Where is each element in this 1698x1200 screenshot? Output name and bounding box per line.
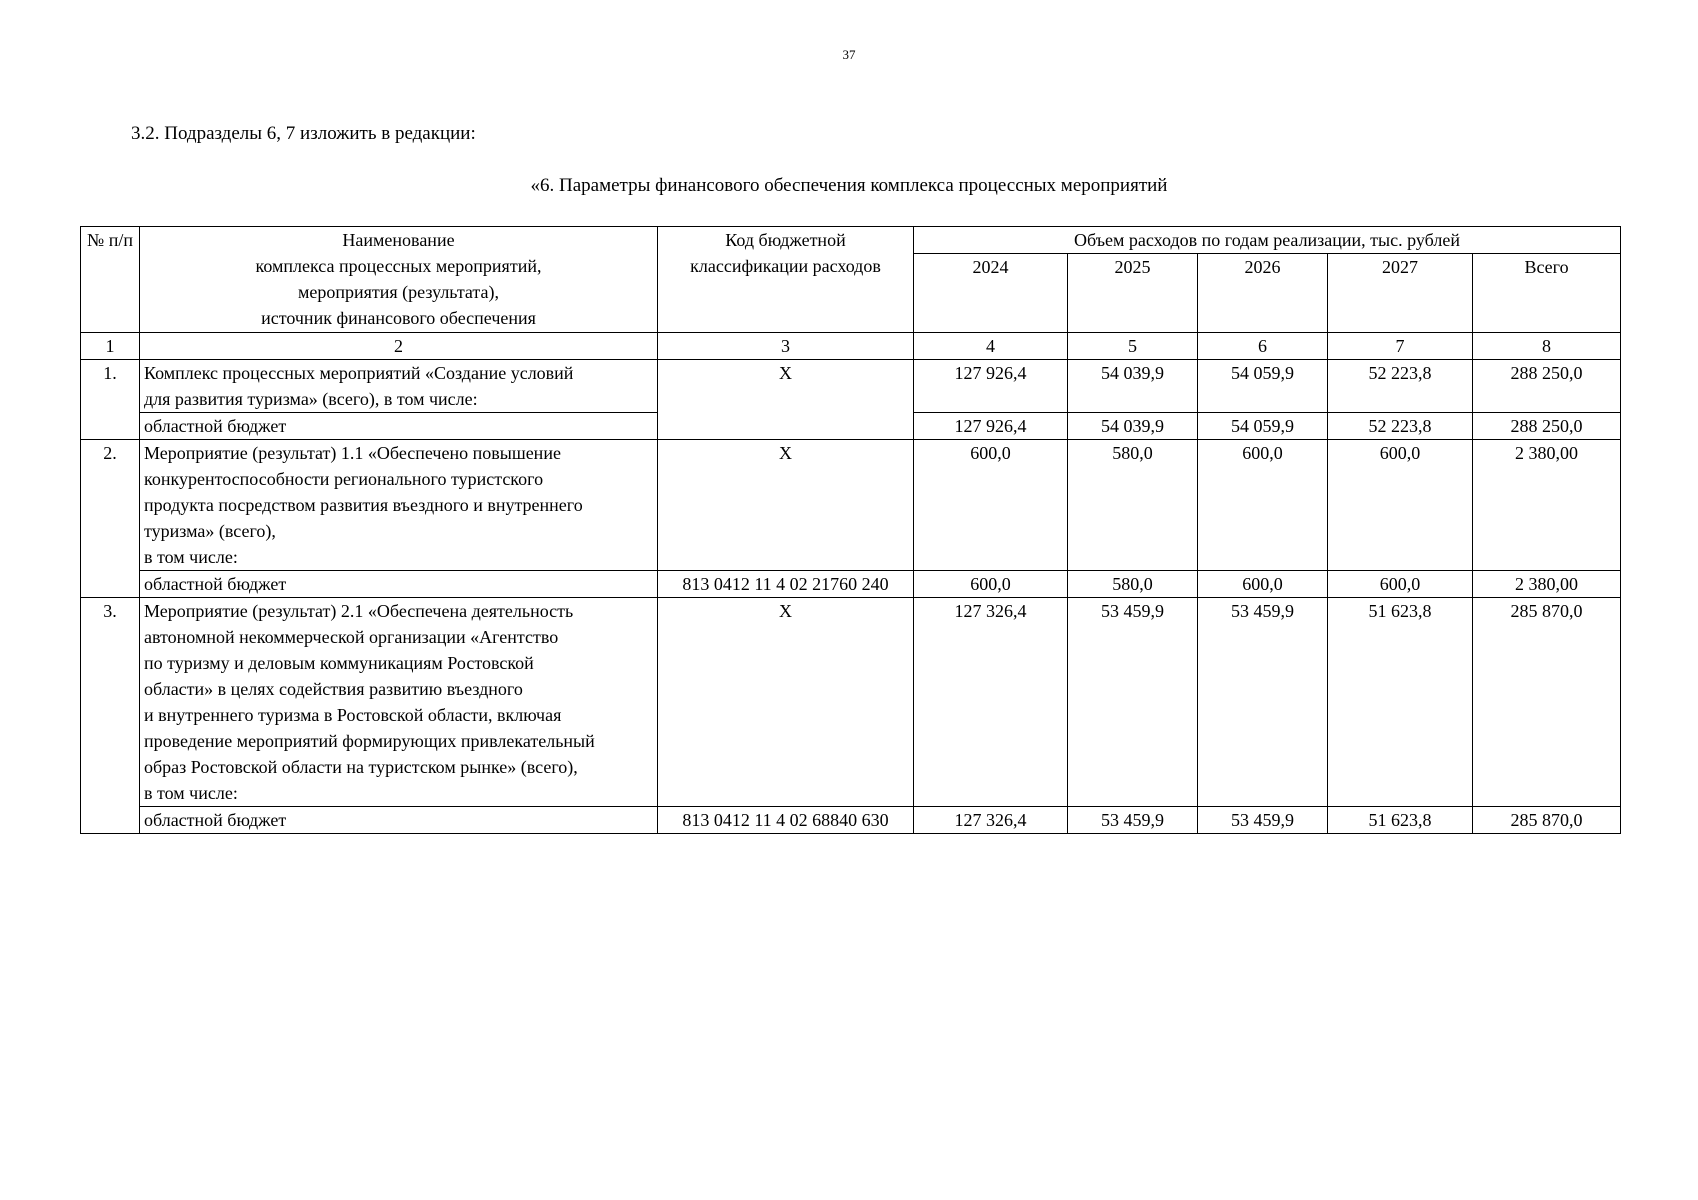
col-number: 4	[914, 333, 1068, 360]
row-name-line: образ Ростовской области на туристском рынке» (всего),	[144, 757, 578, 777]
value-cell: 53 459,9	[1198, 598, 1328, 807]
value-cell: 54 039,9	[1068, 413, 1198, 440]
row-number: 2.	[81, 440, 140, 598]
header-code	[658, 227, 914, 333]
row-name-line: Мероприятие (результат) 1.1 «Обеспечено повышение	[144, 443, 561, 463]
row-code: Х	[658, 598, 914, 807]
table-row	[81, 598, 1621, 807]
header-name	[140, 227, 658, 333]
value-cell: 600,0	[1198, 571, 1328, 598]
header-year: 2027	[1328, 254, 1473, 333]
value-cell: 600,0	[914, 571, 1068, 598]
header-year: 2026	[1198, 254, 1328, 333]
col-number: 5	[1068, 333, 1198, 360]
value-cell: 53 459,9	[1068, 598, 1198, 807]
value-cell: 127 326,4	[914, 807, 1068, 834]
value-cell: 2 380,00	[1473, 440, 1621, 571]
value-cell: 600,0	[914, 440, 1068, 571]
header-year: 2025	[1068, 254, 1198, 333]
row-code: 813 0412 11 4 02 21760 240	[658, 571, 914, 598]
row-code: Х	[658, 440, 914, 571]
row-source: областной бюджет	[140, 807, 658, 834]
row-name-line: в том числе:	[144, 783, 238, 803]
row-number: 1.	[81, 360, 140, 440]
row-name-line: и внутреннего туризма в Ростовской области, включая	[144, 705, 562, 725]
header-code-line: классификации расходов	[690, 256, 881, 276]
value-cell: 53 459,9	[1198, 807, 1328, 834]
value-cell: 51 623,8	[1328, 598, 1473, 807]
row-name	[140, 360, 658, 413]
row-name-line: для развития туризма» (всего), в том числе:	[144, 389, 478, 409]
table-title: «6. Параметры финансового обеспечения комплекса процессных мероприятий	[530, 175, 1168, 196]
value-cell: 285 870,0	[1473, 598, 1621, 807]
row-name	[140, 440, 658, 571]
header-year: 2024	[914, 254, 1068, 333]
value-cell: 127 326,4	[914, 598, 1068, 807]
value-cell: 288 250,0	[1473, 413, 1621, 440]
value-cell: 580,0	[1068, 571, 1198, 598]
value-cell: 580,0	[1068, 440, 1198, 571]
column-numbers-row	[81, 333, 1621, 360]
value-cell: 54 059,9	[1198, 413, 1328, 440]
row-name-line: в том числе:	[144, 547, 238, 567]
value-cell: 285 870,0	[1473, 807, 1621, 834]
row-name-line: проведение мероприятий формирующих привлекательный	[144, 731, 595, 751]
row-name-line: Комплекс процессных мероприятий «Создание условий	[144, 363, 574, 383]
row-name-line: автономной некоммерческой организации «Агентство	[144, 627, 559, 647]
header-num: № п/п	[81, 227, 140, 333]
row-name-line: Мероприятие (результат) 2.1 «Обеспечена деятельность	[144, 601, 574, 621]
value-cell: 53 459,9	[1068, 807, 1198, 834]
value-cell: 288 250,0	[1473, 360, 1621, 413]
value-cell: 2 380,00	[1473, 571, 1621, 598]
row-source: областной бюджет	[140, 571, 658, 598]
value-cell: 600,0	[1328, 571, 1473, 598]
row-name-line: продукта посредством развития въездного и внутреннего	[144, 495, 583, 515]
col-number: 6	[1198, 333, 1328, 360]
header-total: Всего	[1473, 254, 1621, 333]
header-name-line: источник финансового обеспечения	[261, 308, 536, 328]
value-cell: 52 223,8	[1328, 360, 1473, 413]
value-cell: 600,0	[1328, 440, 1473, 571]
table-subrow	[81, 571, 1621, 598]
value-cell: 127 926,4	[914, 360, 1068, 413]
value-cell: 52 223,8	[1328, 413, 1473, 440]
row-name	[140, 598, 658, 807]
row-name-line: туризма» (всего),	[144, 521, 276, 541]
row-code: 813 0412 11 4 02 68840 630	[658, 807, 914, 834]
row-number: 3.	[81, 598, 140, 834]
value-cell: 51 623,8	[1328, 807, 1473, 834]
header-volume: Объем расходов по годам реализации, тыс. рублей	[914, 227, 1621, 254]
col-number: 8	[1473, 333, 1621, 360]
value-cell: 54 059,9	[1198, 360, 1328, 413]
intro-paragraph: 3.2. Подразделы 6, 7 изложить в редакции:	[131, 123, 476, 144]
row-name-line: конкурентоспособности регионального туристского	[144, 469, 544, 489]
header-name-line: Наименование	[342, 230, 455, 250]
col-number: 3	[658, 333, 914, 360]
col-number: 7	[1328, 333, 1473, 360]
table-row	[81, 440, 1621, 571]
value-cell: 127 926,4	[914, 413, 1068, 440]
row-source: областной бюджет	[140, 413, 658, 440]
col-number: 1	[81, 333, 140, 360]
table-subrow	[81, 807, 1621, 834]
header-code-line: Код бюджетной	[725, 230, 846, 250]
value-cell: 600,0	[1198, 440, 1328, 571]
header-name-line: комплекса процессных мероприятий,	[255, 256, 542, 276]
row-name-line: по туризму и деловым коммуникациям Ростовской	[144, 653, 534, 673]
financing-table	[80, 226, 1621, 834]
row-name-line: области» в целях содействия развитию въездного	[144, 679, 523, 699]
header-row-1	[81, 227, 1621, 254]
row-code: Х	[658, 360, 914, 440]
table-row	[81, 360, 1621, 413]
value-cell: 54 039,9	[1068, 360, 1198, 413]
page-number: 37	[842, 47, 856, 62]
col-number: 2	[140, 333, 658, 360]
header-name-line: мероприятия (результата),	[297, 282, 500, 302]
